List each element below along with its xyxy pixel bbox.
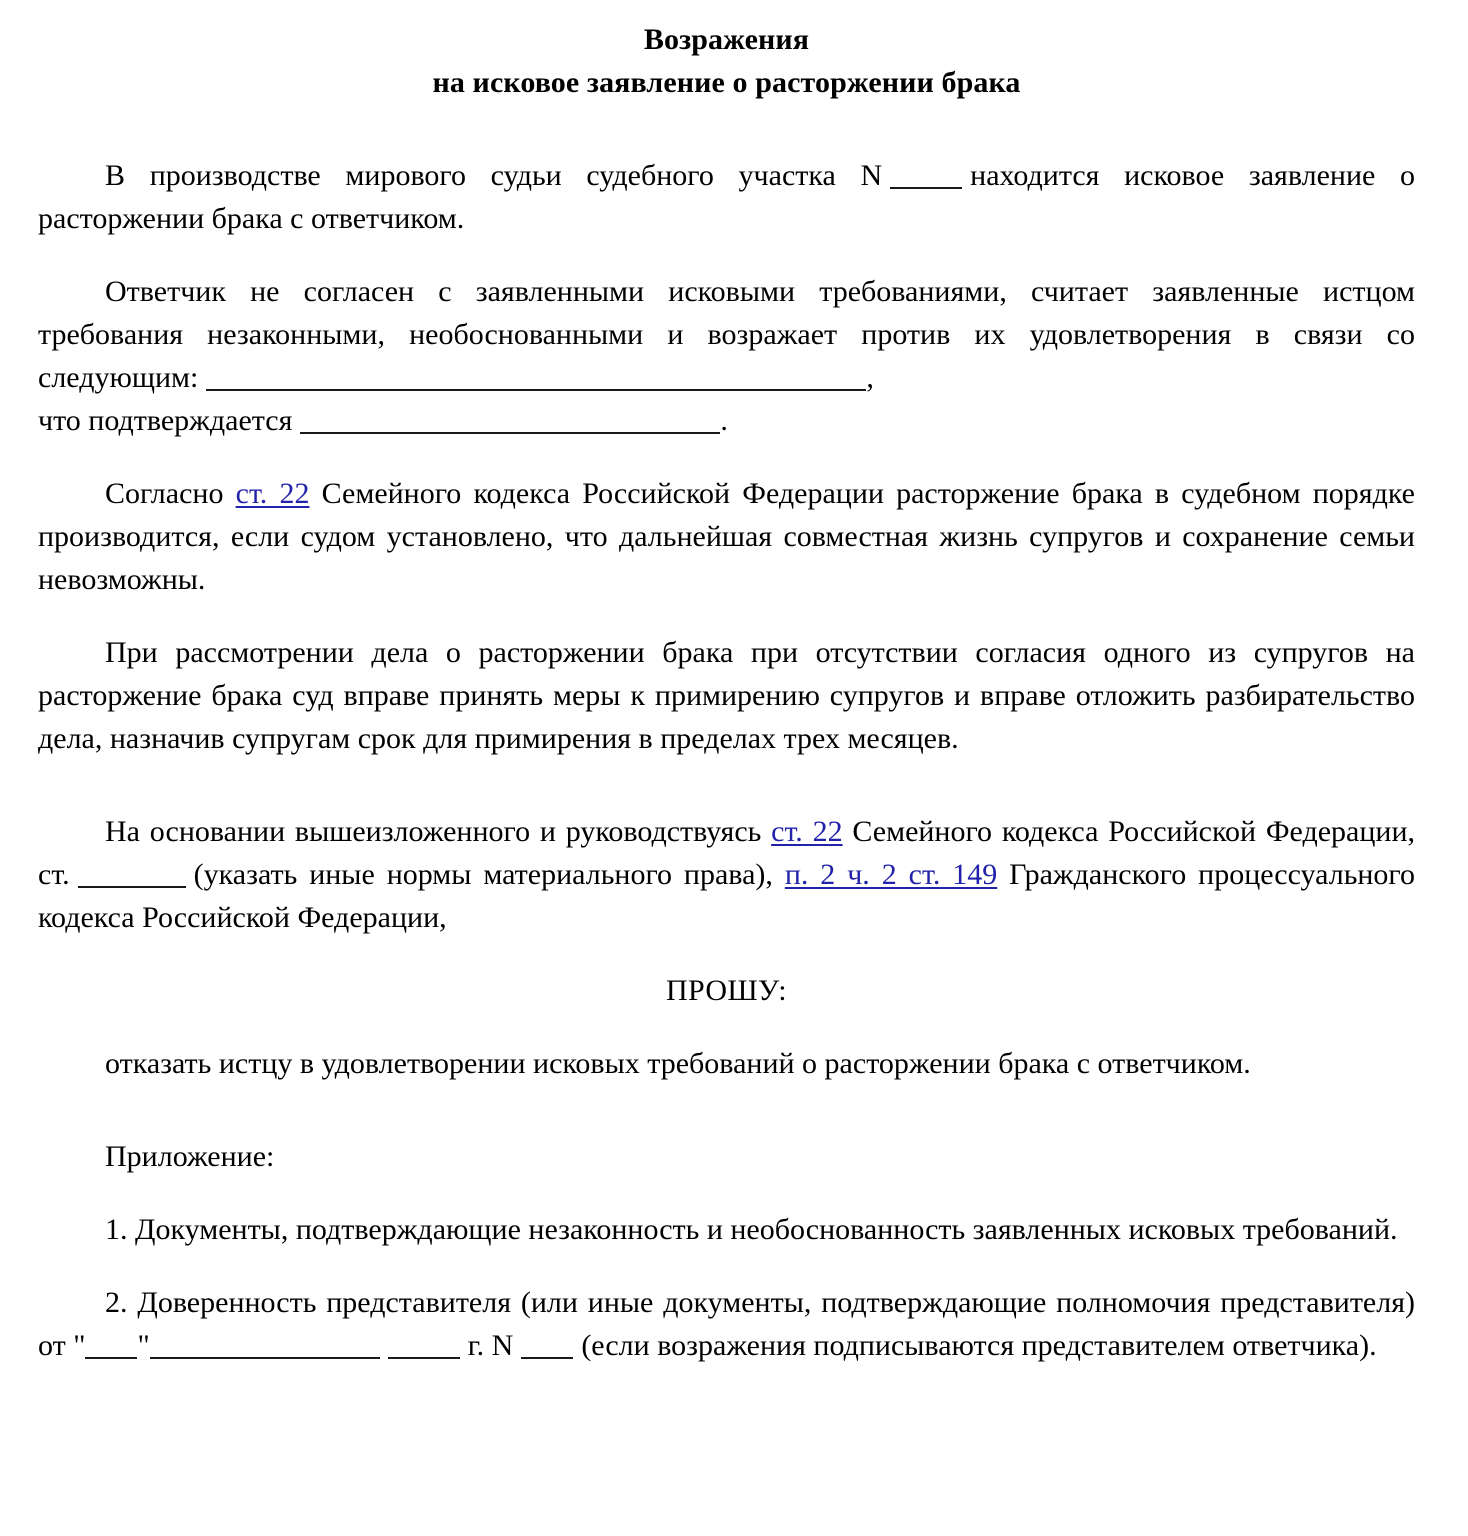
- paragraph-legal-basis-text-a: На основании вышеизложенного и руководствуясь: [105, 815, 762, 848]
- paragraph-reconciliation-period: При рассмотрении дела о расторжении брака при отсутствии согласия одного из супругов на расторжение брака суд вправе принять меры к примирению супругов и вправе отложить разбирательство дела, назначив супругам срок для примирения в пределах трех месяцев.: [38, 636, 1415, 755]
- attachment-item-1: 1. Документы, подтверждающие незаконность и необоснованность заявленных исковых требований.: [105, 1213, 1398, 1246]
- spacer-4: [38, 760, 1415, 810]
- attachment-item-2-text-c: (если возражения подписываются представителем ответчика).: [581, 1329, 1377, 1362]
- paragraph-case-intro: [38, 154, 1415, 240]
- spacer-2: [38, 442, 1415, 472]
- paragraph-confirmation: [38, 399, 1415, 442]
- proshu-heading: ПРОШУ:: [666, 974, 787, 1007]
- spacer-3: [38, 601, 1415, 631]
- document-title-line-2: на исковое заявление о расторжении брака: [432, 66, 1021, 99]
- paragraph-objection-statement: [38, 270, 1415, 399]
- spacer-1: [38, 240, 1415, 270]
- attachment-item-2-text-a: 2. Доверенность представителя (или иные документы, подтверждающие полномочия представителя) от ": [38, 1286, 1415, 1362]
- paragraph-soglasno-label: Согласно: [105, 477, 224, 510]
- page-title: [38, 18, 1415, 104]
- link-civil-procedure-code-article-149[interactable]: п. 2 ч. 2 ст. 149: [784, 858, 998, 891]
- paragraph-confirmation-period: .: [720, 404, 728, 437]
- paragraph-case-intro-text-a: В производстве мирового судьи судебного участка N: [105, 159, 883, 192]
- blank-power-of-attorney-month[interactable]: [150, 1332, 380, 1359]
- paragraph-legal-basis-text-c: (указать иные нормы материального права),: [193, 858, 773, 891]
- paragraph-legal-basis-text-b: Семейного кодекса Российской Федерации, ст.: [38, 815, 1416, 891]
- spacer-6: [38, 1012, 1415, 1042]
- paragraph-family-code-text: Семейного кодекса Российской Федерации расторжение брака в судебном порядке производится, если судом установлено, что дальнейшая совместная жизнь супругов и сохранение семьи невозможны.: [38, 477, 1415, 596]
- spacer-7: [38, 1085, 1415, 1135]
- paragraph-request-body: отказать истцу в удовлетворении исковых требований о расторжении брака с ответчиком.: [105, 1047, 1251, 1080]
- paragraph-objection-comma: ,: [866, 361, 874, 394]
- link-family-code-article-22[interactable]: ст. 22: [235, 477, 310, 510]
- blank-power-of-attorney-day[interactable]: [85, 1332, 137, 1359]
- document-title-line-1: Возражения: [643, 23, 810, 56]
- paragraph-case-intro-text-b: находится исковое заявление о расторжении брака с ответчиком.: [38, 159, 1416, 235]
- blank-power-of-attorney-number[interactable]: [521, 1332, 573, 1359]
- attachment-item-2-text-b: г. N: [467, 1329, 514, 1362]
- spacer-5: [38, 939, 1415, 969]
- spacer-8: [38, 1178, 1415, 1208]
- paragraph-confirmation-label: что подтверждается: [38, 404, 293, 437]
- paragraph-legal-basis-text-d: Гражданского процессуального кодекса Российской Федерации,: [38, 858, 1415, 934]
- blank-power-of-attorney-year[interactable]: [388, 1332, 460, 1359]
- paragraph-objection-text-a: Ответчик не согласен с заявленными исковыми требованиями, считает заявленные истцом требования незаконными, необоснованными и возражает против их удовлетворения в связи со следующим:: [38, 275, 1415, 394]
- paragraph-legal-basis: [38, 810, 1415, 939]
- attachments-heading: Приложение:: [105, 1140, 275, 1173]
- attachment-item-2: [38, 1281, 1415, 1367]
- link-family-code-article-22-second[interactable]: ст. 22: [771, 815, 843, 848]
- blank-other-article-number[interactable]: [78, 861, 186, 888]
- attachment-item-2-quote: ": [137, 1329, 150, 1362]
- spacer-after-title: [38, 104, 1415, 154]
- spacer-9: [38, 1251, 1415, 1281]
- blank-court-district-number[interactable]: [890, 162, 962, 189]
- blank-objection-reasons[interactable]: [206, 364, 866, 391]
- paragraph-family-code-citation: [38, 472, 1415, 601]
- blank-confirmation-evidence[interactable]: [300, 407, 720, 434]
